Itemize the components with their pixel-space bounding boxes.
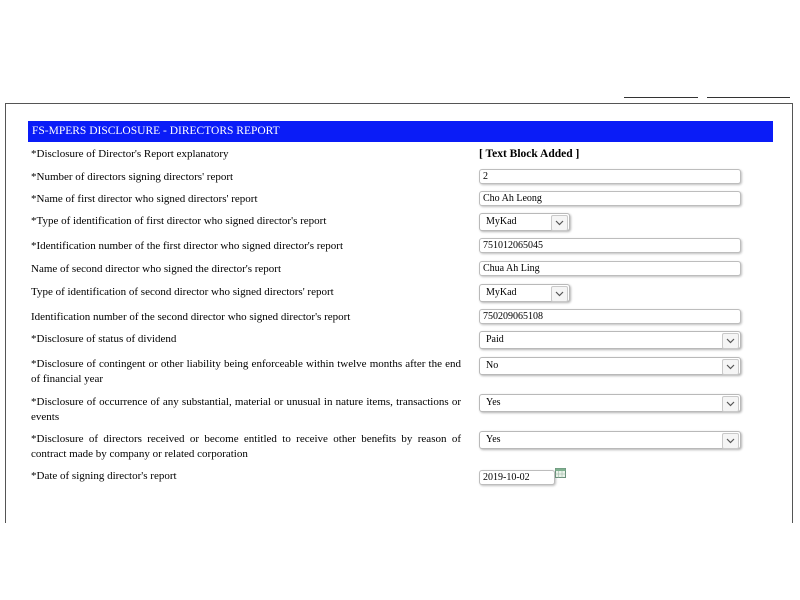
chevron-down-icon[interactable] — [722, 396, 739, 412]
section-title: FS-MPERS DISCLOSURE - DIRECTORS REPORT — [28, 121, 773, 142]
chevron-down-icon[interactable] — [551, 286, 568, 302]
occurrence-value: Yes — [486, 397, 501, 408]
first-director-id-type-label: *Type of identification of first director who signed director's report — [31, 215, 327, 227]
dividend-label: *Disclosure of status of dividend — [31, 333, 177, 345]
top-link-2[interactable] — [707, 97, 790, 98]
chevron-down-icon[interactable] — [551, 215, 568, 231]
signing-date-label: *Date of signing director's report — [31, 470, 177, 482]
benefits-value: Yes — [486, 434, 501, 445]
signing-date-input[interactable]: 2019-10-02 — [479, 470, 555, 485]
benefits-label: *Disclosure of directors received or become entitled to receive other benefits by reason of contract made by company or related corporation — [31, 433, 461, 460]
first-director-name-input[interactable]: Cho Ah Leong — [479, 191, 741, 206]
contingent-label: *Disclosure of contingent or other liability being enforceable within twelve months after the end of financial year — [31, 358, 461, 385]
explanatory-label: *Disclosure of Director's Report explanatory — [31, 148, 229, 160]
second-director-name-label: Name of second director who signed the director's report — [31, 263, 282, 275]
text-block-link[interactable]: [ Text Block Added ] — [479, 148, 580, 160]
occurrence-select[interactable] — [479, 394, 741, 412]
second-director-id-type-select[interactable] — [479, 284, 570, 302]
second-director-id-type-value: MyKad — [486, 287, 517, 298]
chevron-down-icon[interactable] — [722, 359, 739, 375]
num-directors-input[interactable]: 2 — [479, 169, 741, 184]
second-director-name-input[interactable]: Chua Ah Ling — [479, 261, 741, 276]
first-director-name-label: *Name of first director who signed directors' report — [31, 193, 258, 205]
second-director-id-num-label: Identification number of the second director who signed director's report — [31, 311, 351, 323]
benefits-select[interactable] — [479, 431, 741, 449]
second-director-id-num-input[interactable]: 750209065108 — [479, 309, 741, 324]
first-director-id-num-input[interactable]: 751012065045 — [479, 238, 741, 253]
second-director-id-type-label: Type of identification of second director who signed directors' report — [31, 286, 334, 298]
chevron-down-icon[interactable] — [722, 333, 739, 349]
dividend-value: Paid — [486, 334, 504, 345]
first-director-id-type-select[interactable] — [479, 213, 570, 231]
chevron-down-icon[interactable] — [722, 433, 739, 449]
dividend-select[interactable] — [479, 331, 741, 349]
calendar-icon[interactable] — [555, 468, 566, 478]
top-links — [624, 97, 792, 99]
top-link-1[interactable] — [624, 97, 698, 98]
first-director-id-num-label: *Identification number of the first director who signed director's report — [31, 240, 344, 252]
contingent-select[interactable] — [479, 357, 741, 375]
first-director-id-type-value: MyKad — [486, 216, 517, 227]
num-directors-label: *Number of directors signing directors' report — [31, 171, 234, 183]
occurrence-label: *Disclosure of occurrence of any substantial, material or unusual in nature items, transactions or events — [31, 396, 461, 423]
contingent-value: No — [486, 360, 499, 371]
